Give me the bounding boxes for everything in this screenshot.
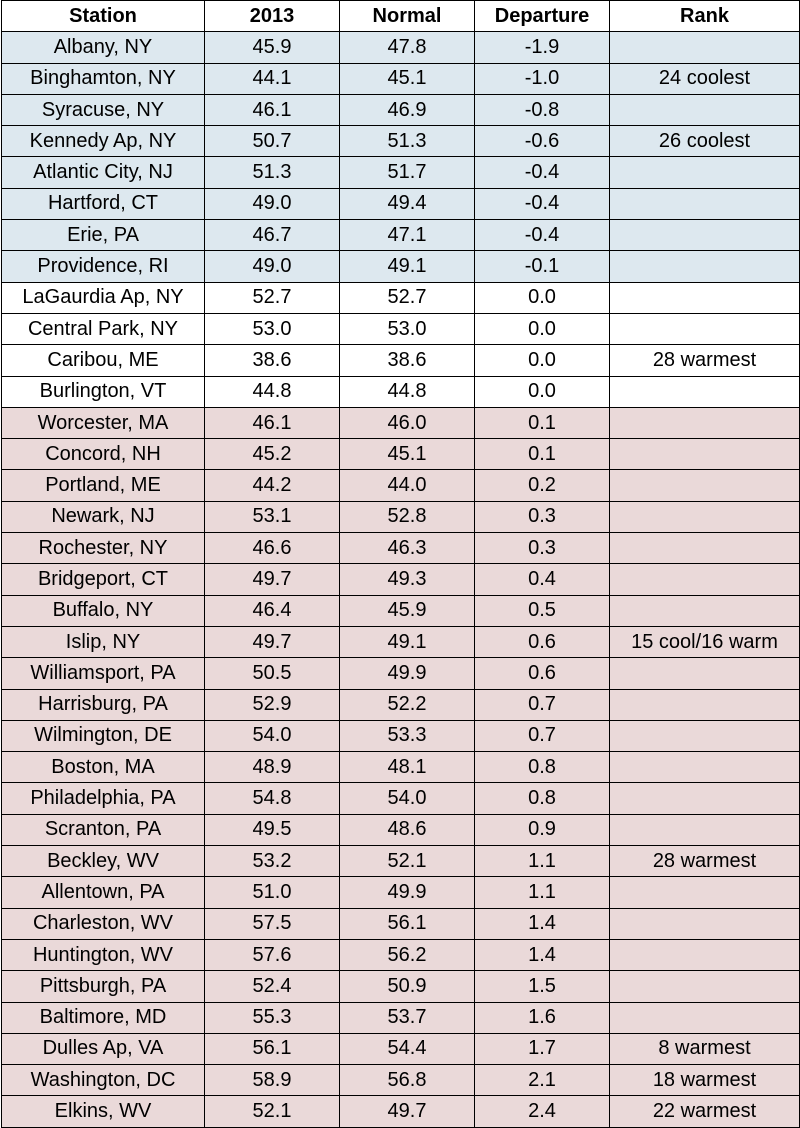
normal-cell: 49.4: [340, 188, 475, 219]
departure-cell: 0.5: [475, 595, 610, 626]
normal-cell: 52.1: [340, 846, 475, 877]
table-row: [2, 313, 800, 344]
departure-cell: 0.0: [475, 376, 610, 407]
station-cell: Huntington, WV: [2, 939, 205, 970]
station-cell: Hartford, CT: [2, 188, 205, 219]
value-2013-cell: 44.8: [205, 376, 340, 407]
departure-cell: 1.7: [475, 1033, 610, 1064]
station-cell: Wilmington, DE: [2, 720, 205, 751]
value-2013-cell: 53.1: [205, 501, 340, 532]
station-cell: Allentown, PA: [2, 877, 205, 908]
station-cell: Pittsburgh, PA: [2, 971, 205, 1002]
station-cell: Boston, MA: [2, 752, 205, 783]
value-2013-cell: 48.9: [205, 752, 340, 783]
departure-cell: 0.4: [475, 564, 610, 595]
rank-cell: [610, 814, 800, 845]
station-cell: Rochester, NY: [2, 533, 205, 564]
value-2013-cell: 55.3: [205, 1002, 340, 1033]
rank-cell: [610, 971, 800, 1002]
table-row: [2, 783, 800, 814]
station-cell: Dulles Ap, VA: [2, 1033, 205, 1064]
normal-cell: 49.9: [340, 658, 475, 689]
rank-cell: [610, 407, 800, 438]
station-cell: Binghamton, NY: [2, 63, 205, 94]
departure-cell: 0.7: [475, 720, 610, 751]
departure-cell: -1.0: [475, 63, 610, 94]
table-row: [2, 814, 800, 845]
normal-cell: 53.7: [340, 1002, 475, 1033]
station-cell: Caribou, ME: [2, 345, 205, 376]
normal-cell: 49.7: [340, 1096, 475, 1127]
value-2013-cell: 45.9: [205, 32, 340, 63]
value-2013-cell: 51.3: [205, 157, 340, 188]
table-body: [2, 32, 800, 1127]
station-cell: Baltimore, MD: [2, 1002, 205, 1033]
departure-cell: 0.6: [475, 626, 610, 657]
station-cell: Burlington, VT: [2, 376, 205, 407]
value-2013-cell: 50.7: [205, 126, 340, 157]
normal-cell: 47.8: [340, 32, 475, 63]
table-row: [2, 126, 800, 157]
rank-cell: [610, 376, 800, 407]
value-2013-cell: 46.6: [205, 533, 340, 564]
rank-cell: [610, 313, 800, 344]
normal-cell: 46.3: [340, 533, 475, 564]
normal-cell: 38.6: [340, 345, 475, 376]
rank-cell: [610, 689, 800, 720]
station-cell: Charleston, WV: [2, 908, 205, 939]
normal-cell: 51.7: [340, 157, 475, 188]
departure-cell: 0.0: [475, 345, 610, 376]
table-row: [2, 376, 800, 407]
departure-cell: 1.4: [475, 908, 610, 939]
normal-cell: 49.1: [340, 251, 475, 282]
departure-cell: 0.2: [475, 470, 610, 501]
rank-cell: [610, 1002, 800, 1033]
normal-cell: 45.9: [340, 595, 475, 626]
departure-cell: 2.4: [475, 1096, 610, 1127]
table-row: [2, 595, 800, 626]
value-2013-cell: 52.4: [205, 971, 340, 1002]
normal-cell: 45.1: [340, 439, 475, 470]
header-row: [2, 1, 800, 32]
table-row: [2, 939, 800, 970]
rank-cell: 26 coolest: [610, 126, 800, 157]
departure-cell: 1.6: [475, 1002, 610, 1033]
table-row: [2, 1002, 800, 1033]
rank-cell: 18 warmest: [610, 1065, 800, 1096]
table-header: [2, 1, 800, 32]
table-row: [2, 501, 800, 532]
normal-cell: 53.3: [340, 720, 475, 751]
table-row: [2, 188, 800, 219]
station-cell: Central Park, NY: [2, 313, 205, 344]
table-row: [2, 752, 800, 783]
table-row: [2, 470, 800, 501]
station-cell: Williamsport, PA: [2, 658, 205, 689]
rank-cell: 24 coolest: [610, 63, 800, 94]
station-cell: Concord, NH: [2, 439, 205, 470]
normal-cell: 44.8: [340, 376, 475, 407]
rank-cell: [610, 908, 800, 939]
rank-cell: [610, 501, 800, 532]
normal-cell: 45.1: [340, 63, 475, 94]
departure-cell: 1.4: [475, 939, 610, 970]
table-row: [2, 63, 800, 94]
table-row: [2, 908, 800, 939]
value-2013-cell: 46.7: [205, 220, 340, 251]
departure-cell: 0.3: [475, 501, 610, 532]
value-2013-cell: 54.0: [205, 720, 340, 751]
rank-cell: 15 cool/16 warm: [610, 626, 800, 657]
value-2013-cell: 52.9: [205, 689, 340, 720]
table-row: [2, 220, 800, 251]
station-cell: Harrisburg, PA: [2, 689, 205, 720]
departure-cell: 0.3: [475, 533, 610, 564]
normal-cell: 49.3: [340, 564, 475, 595]
normal-cell: 54.4: [340, 1033, 475, 1064]
rank-cell: [610, 220, 800, 251]
table-row: [2, 1065, 800, 1096]
table-row: [2, 564, 800, 595]
rank-cell: [610, 720, 800, 751]
value-2013-cell: 53.0: [205, 313, 340, 344]
table-row: [2, 32, 800, 63]
departure-cell: 0.1: [475, 407, 610, 438]
departure-cell: 0.1: [475, 439, 610, 470]
header-departure: Departure: [475, 1, 610, 32]
value-2013-cell: 52.7: [205, 282, 340, 313]
rank-cell: [610, 157, 800, 188]
value-2013-cell: 54.8: [205, 783, 340, 814]
rank-cell: [610, 32, 800, 63]
table-row: [2, 846, 800, 877]
value-2013-cell: 38.6: [205, 345, 340, 376]
station-cell: Philadelphia, PA: [2, 783, 205, 814]
table-row: [2, 439, 800, 470]
value-2013-cell: 49.0: [205, 251, 340, 282]
value-2013-cell: 45.2: [205, 439, 340, 470]
rank-cell: 8 warmest: [610, 1033, 800, 1064]
value-2013-cell: 51.0: [205, 877, 340, 908]
value-2013-cell: 58.9: [205, 1065, 340, 1096]
departure-cell: -0.6: [475, 126, 610, 157]
value-2013-cell: 52.1: [205, 1096, 340, 1127]
normal-cell: 54.0: [340, 783, 475, 814]
table-row: [2, 689, 800, 720]
normal-cell: 47.1: [340, 220, 475, 251]
station-cell: Washington, DC: [2, 1065, 205, 1096]
departure-cell: -0.4: [475, 157, 610, 188]
rank-cell: [610, 188, 800, 219]
station-cell: Erie, PA: [2, 220, 205, 251]
rank-cell: [610, 783, 800, 814]
station-cell: Elkins, WV: [2, 1096, 205, 1127]
departure-cell: 0.0: [475, 282, 610, 313]
departure-cell: -0.4: [475, 220, 610, 251]
station-cell: Syracuse, NY: [2, 94, 205, 125]
normal-cell: 44.0: [340, 470, 475, 501]
station-cell: Portland, ME: [2, 470, 205, 501]
table-row: [2, 971, 800, 1002]
table-row: [2, 720, 800, 751]
value-2013-cell: 49.5: [205, 814, 340, 845]
value-2013-cell: 56.1: [205, 1033, 340, 1064]
table-row: [2, 626, 800, 657]
normal-cell: 46.0: [340, 407, 475, 438]
rank-cell: 28 warmest: [610, 345, 800, 376]
rank-cell: [610, 282, 800, 313]
table-row: [2, 157, 800, 188]
departure-cell: 1.1: [475, 846, 610, 877]
value-2013-cell: 44.2: [205, 470, 340, 501]
table-row: [2, 94, 800, 125]
value-2013-cell: 46.1: [205, 407, 340, 438]
rank-cell: [610, 595, 800, 626]
station-cell: Scranton, PA: [2, 814, 205, 845]
normal-cell: 48.1: [340, 752, 475, 783]
rank-cell: 22 warmest: [610, 1096, 800, 1127]
departure-cell: 0.7: [475, 689, 610, 720]
station-cell: Worcester, MA: [2, 407, 205, 438]
station-cell: Newark, NJ: [2, 501, 205, 532]
normal-cell: 56.8: [340, 1065, 475, 1096]
value-2013-cell: 44.1: [205, 63, 340, 94]
departure-cell: 0.6: [475, 658, 610, 689]
table-row: [2, 877, 800, 908]
value-2013-cell: 49.7: [205, 626, 340, 657]
station-cell: Buffalo, NY: [2, 595, 205, 626]
header-2013: 2013: [205, 1, 340, 32]
station-cell: Kennedy Ap, NY: [2, 126, 205, 157]
value-2013-cell: 53.2: [205, 846, 340, 877]
rank-cell: [610, 533, 800, 564]
rank-cell: [610, 94, 800, 125]
table-row: [2, 345, 800, 376]
header-rank: Rank: [610, 1, 800, 32]
station-temperature-table: [1, 0, 800, 1128]
rank-cell: [610, 564, 800, 595]
station-cell: Islip, NY: [2, 626, 205, 657]
departure-cell: 0.8: [475, 752, 610, 783]
departure-cell: 0.0: [475, 313, 610, 344]
departure-cell: -0.8: [475, 94, 610, 125]
normal-cell: 52.8: [340, 501, 475, 532]
departure-cell: -0.4: [475, 188, 610, 219]
header-normal: Normal: [340, 1, 475, 32]
rank-cell: [610, 877, 800, 908]
rank-cell: [610, 251, 800, 282]
normal-cell: 49.9: [340, 877, 475, 908]
normal-cell: 53.0: [340, 313, 475, 344]
normal-cell: 56.1: [340, 908, 475, 939]
station-cell: LaGaurdia Ap, NY: [2, 282, 205, 313]
table-row: [2, 251, 800, 282]
table-row: [2, 407, 800, 438]
normal-cell: 52.2: [340, 689, 475, 720]
station-cell: Bridgeport, CT: [2, 564, 205, 595]
table-row: [2, 282, 800, 313]
departure-cell: 0.8: [475, 783, 610, 814]
rank-cell: [610, 939, 800, 970]
value-2013-cell: 57.5: [205, 908, 340, 939]
rank-cell: [610, 470, 800, 501]
departure-cell: 0.9: [475, 814, 610, 845]
rank-cell: [610, 752, 800, 783]
value-2013-cell: 57.6: [205, 939, 340, 970]
departure-cell: -1.9: [475, 32, 610, 63]
table-row: [2, 1096, 800, 1127]
station-cell: Beckley, WV: [2, 846, 205, 877]
normal-cell: 46.9: [340, 94, 475, 125]
rank-cell: [610, 658, 800, 689]
value-2013-cell: 49.7: [205, 564, 340, 595]
value-2013-cell: 49.0: [205, 188, 340, 219]
normal-cell: 56.2: [340, 939, 475, 970]
normal-cell: 52.7: [340, 282, 475, 313]
header-station: Station: [2, 1, 205, 32]
rank-cell: [610, 439, 800, 470]
departure-cell: 1.5: [475, 971, 610, 1002]
normal-cell: 48.6: [340, 814, 475, 845]
departure-cell: 1.1: [475, 877, 610, 908]
normal-cell: 50.9: [340, 971, 475, 1002]
departure-cell: 2.1: [475, 1065, 610, 1096]
normal-cell: 49.1: [340, 626, 475, 657]
station-cell: Albany, NY: [2, 32, 205, 63]
station-cell: Atlantic City, NJ: [2, 157, 205, 188]
value-2013-cell: 50.5: [205, 658, 340, 689]
value-2013-cell: 46.4: [205, 595, 340, 626]
station-cell: Providence, RI: [2, 251, 205, 282]
table-row: [2, 658, 800, 689]
table-row: [2, 533, 800, 564]
normal-cell: 51.3: [340, 126, 475, 157]
table-row: [2, 1033, 800, 1064]
departure-cell: -0.1: [475, 251, 610, 282]
value-2013-cell: 46.1: [205, 94, 340, 125]
rank-cell: 28 warmest: [610, 846, 800, 877]
